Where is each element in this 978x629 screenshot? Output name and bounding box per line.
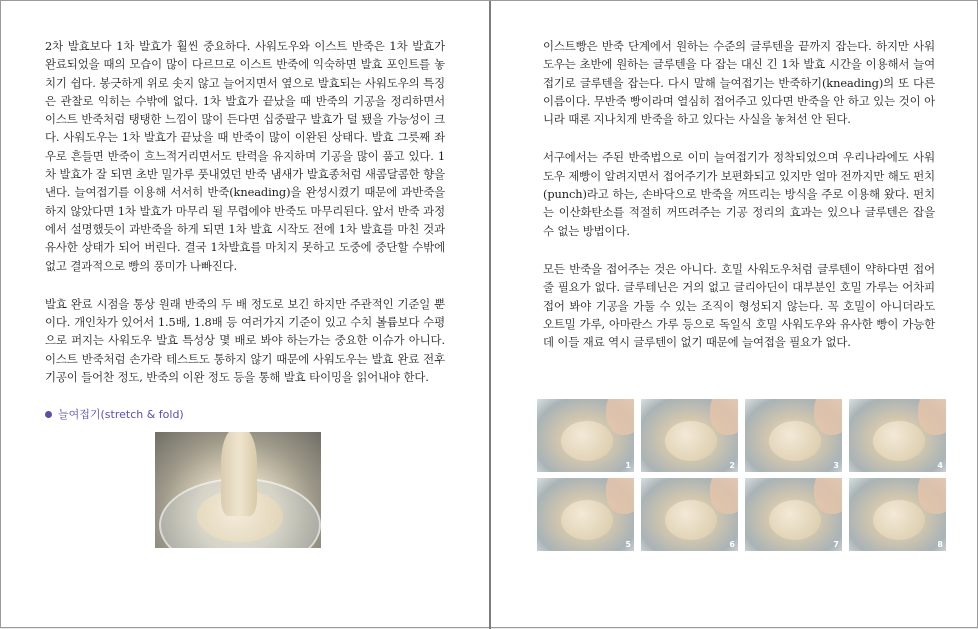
step-number: 4 xyxy=(937,461,943,470)
step-number: 7 xyxy=(833,540,839,549)
section-title: 늘여접기(stretch & fold) xyxy=(58,408,184,422)
dough-stretch-photo xyxy=(155,432,321,548)
body-paragraph: 2차 발효보다 1차 발효가 훨씬 중요하다. 사워도우와 이스트 반죽은 1차 발효가 완료되었을 때의 모습이 많이 다르므로 이스트 반죽에 익숙하면 발효 포인트를 놓치기 쉽다. 봉긋하게 위로 솟지 않고 늘어지면서 옆으로 발효되는 사워도우의 특징은 관찰로 익히는 수밖에 없다. 1차 발효가 끝났을 때 반죽의 기공을 정리하면서 이스트 반죽처럼 탱탱한 느낌이 많이 든다면 십중팔구 발효가 덜 됐을 가능성이 크다. 사워도우는 1차 발효가 끝났을 때 반죽이 많이 이완된 상태다. 발효 그릇째 좌우로 흔들면 반죽이 흐느적거리면서도 탄력을 유지하며 기공을 많이 품고 있다. 1차 발효가 잘 되면 초반 밀가루 풋내였던 반죽 냄새가 발효종처럼 새콤달콤한 향을 낸다. 늘여접기를 이용해 서서히 반죽(kneading)을 완성시켰기 때문에 과반죽을 하지 않았다면 1차 발효가 마무리 될 무렵에야 반죽도 마무리된다. 앞서 반죽 과정에서 설명했듯이 과반죽을 하게 되면 1차 발효 시작도 전에 1차 발효를 마친 것과 유사한 상태가 되어 버린다. 결국 1차발효를 마치지 못하고 도중에 중단할 수밖에 없고 결과적으로 빵의 풍미가 나빠진다. xyxy=(45,39,445,273)
step-photo xyxy=(745,478,842,551)
step-number: 5 xyxy=(625,540,631,549)
body-paragraph: 모든 반죽을 접어주는 것은 아니다. 호밀 사워도우처럼 글루텐이 약하다면 접어줄 필요가 없다. 글루테닌은 거의 없고 글리아딘이 대부분인 호밀 가루는 어차피 접어 봐야 기공을 가둘 수 있는 조직이 형성되지 않는다. 꼭 호밀이 아니더라도 오트밀 가루, 아마란스 가루 등으로 독일식 호밀 사워도우와 유사한 빵이 가능한데 이들 재료 역시 글루텐이 없기 때문에 늘여접을 필요가 없다. xyxy=(543,261,935,350)
step-number: 1 xyxy=(625,461,631,470)
bullet-icon xyxy=(45,411,52,418)
step-photo xyxy=(849,399,946,472)
body-paragraph: 발효 완료 시점을 통상 원래 반죽의 두 배 정도로 보긴 하지만 주관적인 기준일 뿐이다. 개인차가 있어서 1.5배, 1.8배 등 여러가지 기준이 있고 수치 볼륨보다 수평으로 퍼지는 사워도우 발효 특성상 몇 배로 봐야 하는가는 중요한 이슈가 아니다. 이스트 반죽처럼 손가락 테스트도 통하지 않기 때문에 사워도우는 발효 완료 전후 기공이 들어찬 정도, 반죽의 이완 정도 등을 통해 발효 타이밍을 읽어내야 한다. xyxy=(45,296,445,385)
step-number: 3 xyxy=(833,461,839,470)
step-number: 2 xyxy=(729,461,735,470)
left-page xyxy=(1,1,489,629)
step-photo xyxy=(641,478,738,551)
step-photo-grid xyxy=(537,399,946,551)
step-photo xyxy=(745,399,842,472)
body-paragraph: 서구에서는 주된 반죽법으로 이미 늘여접기가 정착되었으며 우리나라에도 사워도우 제빵이 알려지면서 접어주기가 보편화되고 있지만 얼마 전까지만 해도 펀치(punch)라고 하는, 손바닥으로 반죽을 꺼뜨리는 방식을 주로 이용해 왔다. 펀치는 이산화탄소를 적절히 꺼뜨려주는 기공 정리의 효과는 있으나 글루텐은 잡을 수 없는 방법이다. xyxy=(543,150,935,238)
step-photo xyxy=(641,399,738,472)
step-number: 8 xyxy=(937,540,943,549)
step-number: 6 xyxy=(729,540,735,549)
section-heading xyxy=(45,406,445,422)
step-photo xyxy=(537,478,634,551)
step-photo xyxy=(537,399,634,472)
right-page xyxy=(491,1,978,629)
step-photo xyxy=(849,478,946,551)
body-paragraph: 이스트빵은 반죽 단계에서 원하는 수준의 글루텐을 끝까지 잡는다. 하지만 사워도우는 초반에 원하는 글루텐을 다 잡는 대신 긴 1차 발효 시간을 이용해서 늘여접기로 글루텐을 잡는다. 다시 말해 늘여접기는 반죽하기(kneading)의 또 다른 이름이다. 무반죽 빵이라며 열심히 접어주고 있다면 반죽을 안 하고 있는 것이 아니라 때론 지나치게 반죽을 하고 있다는 사실을 놓쳐선 안 된다. xyxy=(543,39,935,127)
stretched-dough-shape xyxy=(221,432,257,516)
